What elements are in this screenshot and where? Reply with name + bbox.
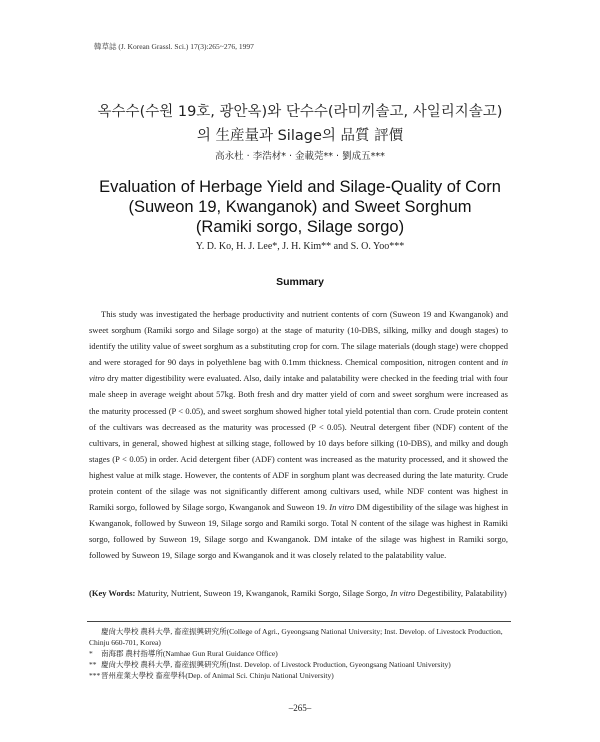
- page-number: –265–: [288, 703, 312, 713]
- english-title: [0, 177, 600, 237]
- korean-title: [0, 100, 600, 148]
- affiliation-mark: **: [89, 660, 97, 669]
- affiliation-text: 晋州産業大學校 畜産學科(Dep. of Animal Sci. Chinju National University): [101, 671, 334, 680]
- affiliation-1: [89, 648, 511, 659]
- keywords: [89, 585, 508, 601]
- korean-title-line-2: 의 生産量과 Silage의 品質 評價: [196, 128, 404, 144]
- affiliation-mark: *: [89, 649, 93, 658]
- affiliation-mark: ***: [89, 671, 101, 680]
- english-title-line-1: Evaluation of Herbage Yield and Silage-Quality of Corn: [99, 178, 501, 196]
- affiliation-text: 慶尙大學校 農科大學, 畜産振興硏究所(College of Agri., Gyeongsang National University; Inst. Develop. of Livestock Production, Chinju 660-701, Korea): [89, 627, 503, 647]
- abstract-italic-2: In vitro: [329, 502, 355, 513]
- abstract-italic-1: in vitro: [89, 357, 508, 384]
- abstract-text-2: dry matter digestibility were evaluated. Also, daily intake and palatability were checked in the feeding trial with four male sheep in average weight about 57kg. Both fresh and dry matter yield of corn and sweet sorghum were increased as the maturity processed (P < 0.05), and sweet sorghum showed higher total yield potential than corn. Crude protein content of the cultivars was decreased as the maturity was processed (P < 0.05). Neutral detergent fiber (NDF) content of the cultivars, in general, showed highest at silking stage, followed by 10 days before silking (10-DBS), and milky and dough stages (P < 0.05) in order. Acid detergent fiber (ADF) content was increased as the maturity processed, and it showed the highest value at milk stage. However, the contents of ADF in sorghum plant was decreased during the late maturity. Crude protein content of the silage was not significantly different among cultivars used, while NDF content was highest in Ramiki sorgo, followed by Silage sorgo, Kwanganok and Suweon 19.: [89, 373, 508, 513]
- korean-title-line-1: 옥수수(수원 19호, 광안옥)와 단수수(라미끼솔고, 사일리지솔고): [97, 104, 503, 120]
- korean-authors: 高永杜 · 李浩材* · 金載莞** · 劉成五***: [215, 151, 385, 162]
- journal-reference: 韓草誌 (J. Korean Grassl. Sci.) 17(3):265~276, 1997: [94, 42, 254, 51]
- affiliation-text: 南海郡 農村指導所(Namhae Gun Rural Guidance Office): [101, 649, 278, 658]
- english-title-line-3: (Ramiki sorgo, Silage sorgo): [195, 218, 405, 236]
- keywords-italic: In vitro: [390, 588, 416, 598]
- abstract-text-1: This study was investigated the herbage productivity and nutrient contents of corn (Suweon 19 and Kwanganok) and sweet sorghum (Ramiki sorgo and Silage sorgo) at the stage of maturity (10-DBS, silking, milky and dough stages) to identify the utility value of sweet sorghum as a substituting crop for corn. The silage materials (dough stage) were chopped and were storaged for 90 days in polyethlene bag with 0.1mm thickness. Chemical composition, nitrogen content and: [89, 309, 508, 368]
- english-title-line-2: (Suweon 19, Kwanganok) and Sweet Sorghum: [128, 198, 472, 216]
- affiliations: [89, 626, 511, 681]
- english-authors: Y. D. Ko, H. J. Lee*, J. H. Kim** and S. O. Yoo***: [195, 241, 405, 252]
- keywords-text-1: Maturity, Nutrient, Suweon 19, Kwanganok, Ramiki Sorgo, Silage Sorgo,: [137, 588, 389, 598]
- affiliation-2: [89, 659, 511, 670]
- keywords-text-2: Degestibility, Palatability): [417, 588, 507, 598]
- affiliation-0: [89, 626, 511, 648]
- summary-heading: Summary: [276, 276, 324, 288]
- affiliation-text: 慶尙大學校 農科大學, 畜産振興硏究所(Inst. Develop. of Livestock Production, Gyeongsang Natioanl University): [101, 660, 451, 669]
- abstract-body: [89, 306, 508, 564]
- footnote-divider: [87, 621, 511, 622]
- abstract-text-3: DM digestibility of the silage was highest in Kwanganok, followed by Suweon 19, Silage sorgo and Ramiki sorgo. Total N content of the silage was highest in Ramiki sorgo, followed by Suweon 19, Silage sorgo and Kwanganok. DM intake of the silage was highest in Ramiki sorgo, followed by Suweon 19, Silage sorgo and Kwanganok and it was closely related to the palatability value.: [89, 502, 508, 561]
- keywords-label: (Key Words:: [89, 588, 136, 598]
- affiliation-3: [89, 670, 511, 681]
